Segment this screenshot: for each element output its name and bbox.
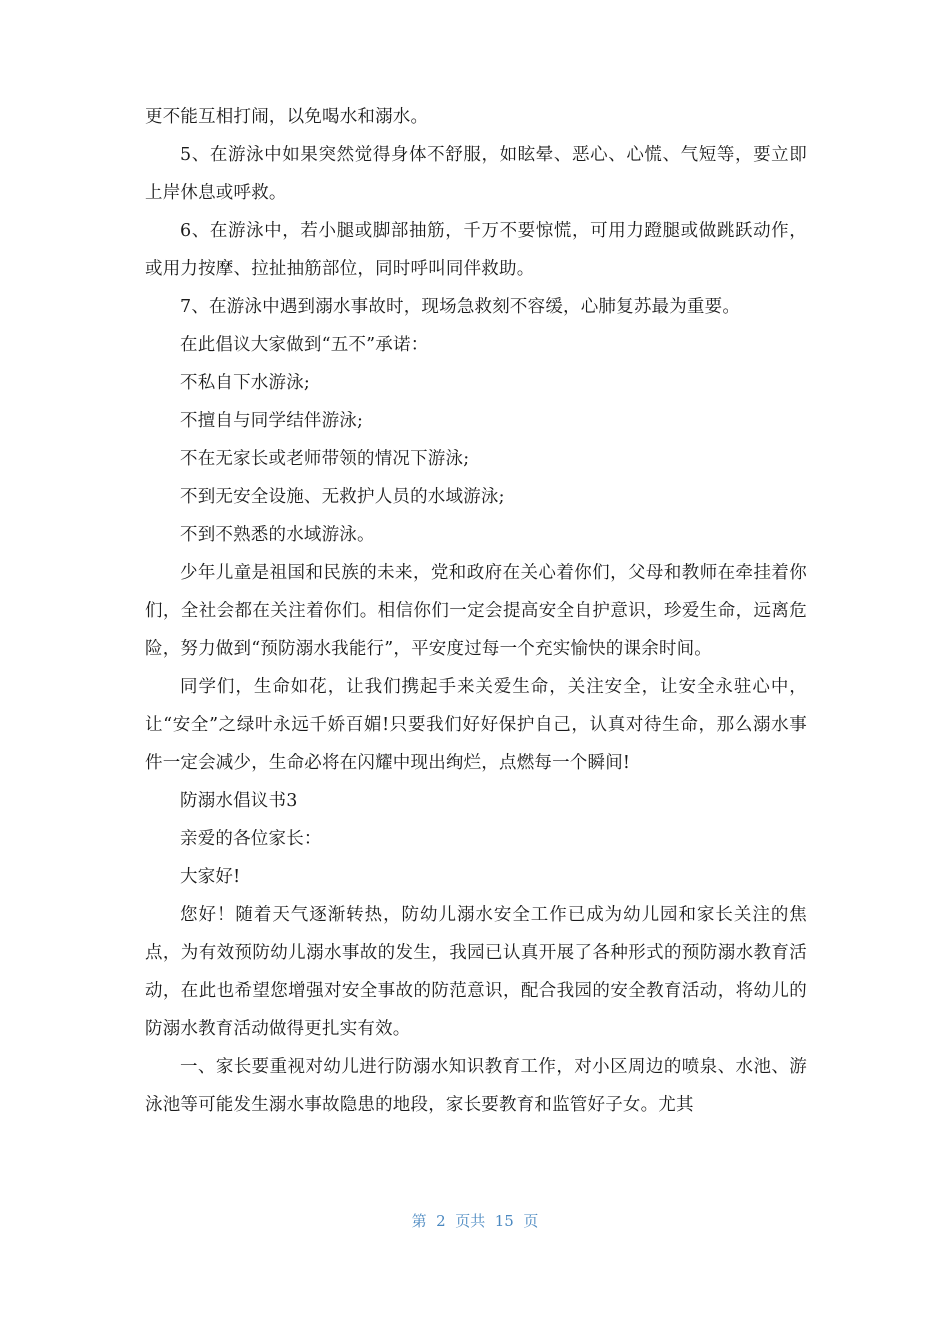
salutation: 亲爱的各位家长： xyxy=(180,829,322,849)
pledge-item-2: 不擅自与同学结伴游泳; xyxy=(180,411,364,431)
paragraph-continuation: 更不能互相打闹，以免喝水和溺水。 xyxy=(145,107,429,127)
paragraph-item-6: 6、在游泳中，若小腿或脚部抽筋，千万不要惊慌，可用力蹬腿或做跳跃动作，或用力按摩、拉扯抽筋部位，同时呼叫同伴救助。 xyxy=(145,221,807,279)
pledge-item-1: 不私自下水游泳; xyxy=(180,373,310,393)
paragraph-intro-parents: 您好！随着天气逐渐转热，防幼儿溺水安全工作已成为幼儿园和家长关注的焦点，为有效预防幼儿溺水事故的发生，我园已认真开展了各种形式的预防溺水教育活动，在此也希望您增强对安全事故的防范意识，配合我园的安全教育活动，将幼儿的防溺水教育活动做得更扎实有效。 xyxy=(145,905,807,1039)
section-heading: 防溺水倡议书3 xyxy=(180,791,298,811)
document-body xyxy=(145,98,807,1124)
pledge-item-5: 不到不熟悉的水域游泳。 xyxy=(180,525,375,545)
paragraph-students: 同学们，生命如花，让我们携起手来关爱生命，关注安全，让安全永驻心中，让“安全”之绿叶永远千娇百媚!只要我们好好保护自己，认真对待生命，那么溺水事件一定会减少，生命必将在闪耀中现出绚烂，点燃每一个瞬间! xyxy=(145,677,807,773)
pledge-item-3: 不在无家长或老师带领的情况下游泳; xyxy=(180,449,470,469)
paragraph-pledge-intro: 在此倡议大家做到“五不”承诺： xyxy=(180,335,429,355)
paragraph-youth: 少年儿童是祖国和民族的未来，党和政府在关心着你们，父母和教师在牵挂着你们，全社会都在关注着你们。相信你们一定会提高安全自护意识，珍爱生命，远离危险，努力做到“预防溺水我能行”，平安度过每一个充实愉快的课余时间。 xyxy=(145,563,807,659)
pledge-item-4: 不到无安全设施、无救护人员的水域游泳; xyxy=(180,487,505,507)
paragraph-item-5: 5、在游泳中如果突然觉得身体不舒服，如眩晕、恶心、心慌、气短等，要立即上岸休息或呼救。 xyxy=(145,145,807,203)
page-number-footer: 第 2 页共 15 页 xyxy=(411,1212,539,1230)
paragraph-point-1: 一、家长要重视对幼儿进行防溺水知识教育工作，对小区周边的喷泉、水池、游泳池等可能发生溺水事故隐患的地段，家长要教育和监管好子女。尤其 xyxy=(145,1057,807,1115)
paragraph-item-7: 7、在游泳中遇到溺水事故时，现场急救刻不容缓，心肺复苏最为重要。 xyxy=(180,297,741,317)
greeting: 大家好! xyxy=(180,867,241,887)
